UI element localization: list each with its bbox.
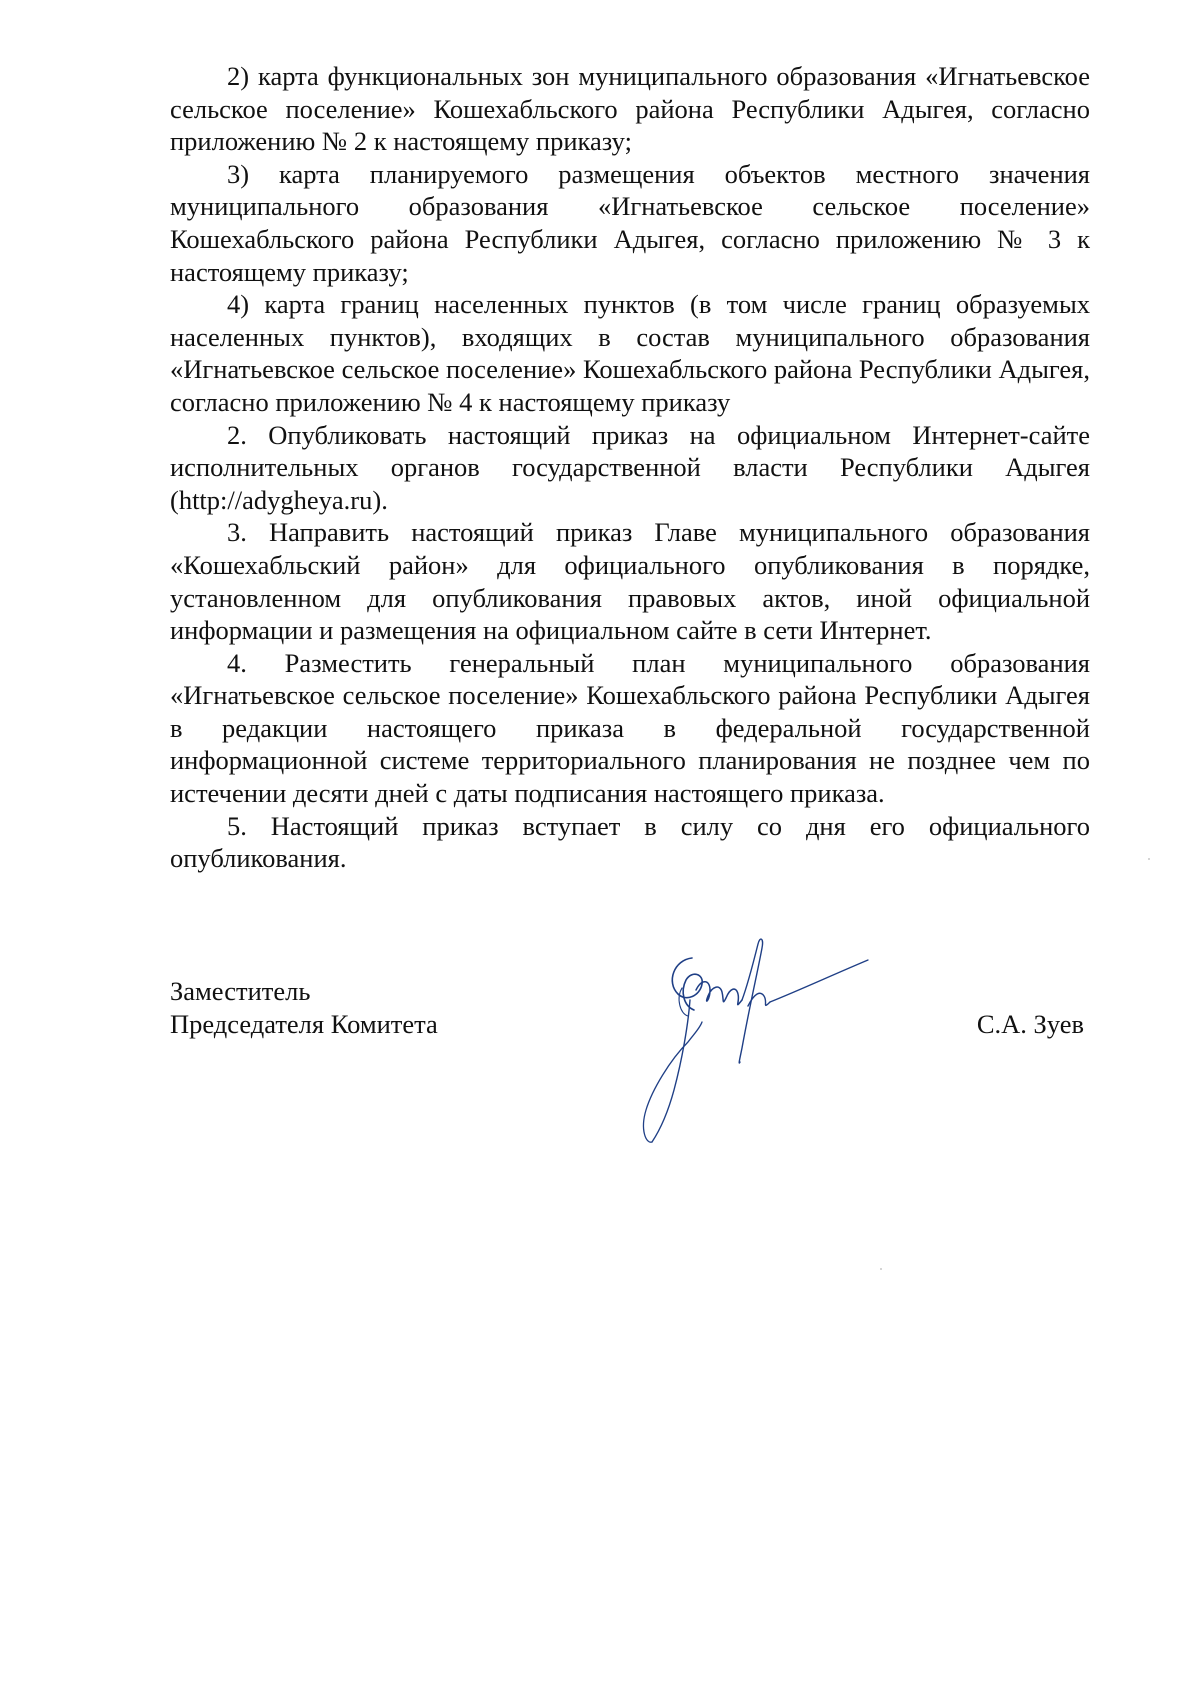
signature-strokes [644, 939, 868, 1142]
paragraph-map-local-objects: 3) карта планируемого размещения объектов местного значения муниципального образования «Игнатьевское сельское поселение» Кошехабльского района Республики Адыгея, согласно приложению № 3 к настоящему приказу; [170, 158, 1090, 287]
signatory-name: С.А. Зуев [976, 1009, 1084, 1039]
paragraph-map-settlement-borders: 4) карта границ населенных пунктов (в том числе границ образуемых населенных пунктов), входящих в состав муниципального образования «Игнатьевское сельское поселение» Кошехабльского района Республики Адыгея, согласно приложению № 4 к настоящему приказу [170, 289, 1090, 417]
signature-block [170, 975, 1090, 1155]
paragraph-send-to-head: 3. Направить настоящий приказ Главе муниципального образования «Кошехабльский район» для официального опубликования в порядке, установленном для опубликования правовых актов, иной официальной информации и размещения на официальном сайте в сети Интернет. [170, 517, 1090, 646]
signatory-title-line2: Председателя Комитета [170, 1009, 438, 1039]
signatory-title-line1: Заместитель [170, 976, 311, 1006]
scan-speck [880, 1268, 882, 1270]
handwritten-signature [630, 930, 880, 1160]
paragraph-publish-website: 2. Опубликовать настоящий приказ на официальном Интернет-сайте исполнительных органов государственной власти Республики Адыгея (http://adygheya.ru). [170, 419, 1090, 515]
paragraph-entry-into-force: 5. Настоящий приказ вступает в силу со дня его официального опубликования. [170, 810, 1090, 874]
document-body [170, 60, 1090, 875]
signatory-title [170, 975, 438, 1041]
scan-speck [1148, 858, 1150, 860]
paragraph-place-in-fgis: 4. Разместить генеральный план муниципального образования «Игнатьевское сельское поселение» Кошехабльского района Республики Адыгея в редакции настоящего приказа в федеральной государственной информационной системе территориального планирования не позднее чем по истечении десяти дней с даты подписания настоящего приказа. [170, 647, 1090, 809]
paragraph-map-functional-zones: 2) карта функциональных зон муниципального образования «Игнатьевское сельское поселение» Кошехабльского района Республики Адыгея, согласно приложению № 2 к настоящему приказу; [170, 61, 1090, 157]
